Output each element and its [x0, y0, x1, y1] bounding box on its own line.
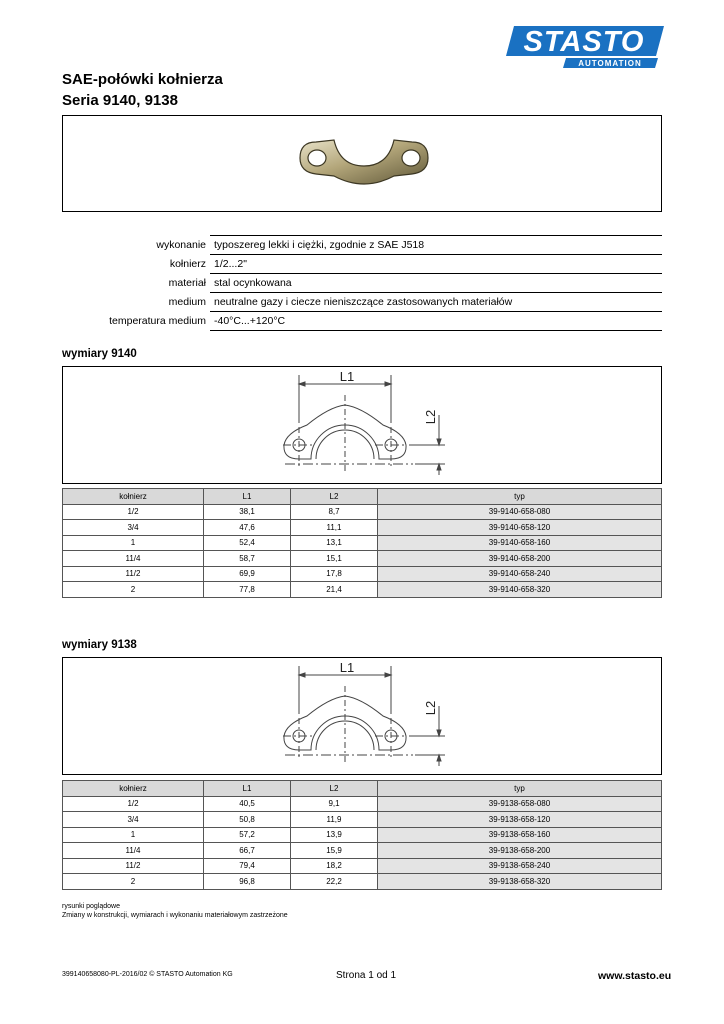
dimensions-table-9140: [62, 488, 662, 598]
cell-type: 39-9140-658-160: [378, 535, 662, 551]
property-key: kołnierz: [169, 258, 206, 270]
cell-l2: 11,1: [291, 520, 378, 536]
cell-l2: 9,1: [291, 796, 378, 812]
footer-docref: 399140658080-PL-2016/02 © STASTO Automation KG: [62, 971, 233, 978]
table-row: [63, 796, 662, 812]
cell-type: 39-9140-658-120: [378, 520, 662, 536]
cell-type: 39-9138-658-120: [378, 812, 662, 828]
cell-flange: 3/4: [63, 812, 204, 828]
cell-l2: 8,7: [291, 504, 378, 520]
column-header: L1: [204, 781, 291, 797]
table-row: [63, 874, 662, 890]
table-row: [63, 858, 662, 874]
page-title: SAE-połówki kołnierza: [62, 71, 223, 88]
cell-l2: 13,1: [291, 535, 378, 551]
cell-flange: 3/4: [63, 520, 204, 536]
column-header: kołnierz: [63, 781, 204, 797]
dimensions-table-9138: [62, 780, 662, 890]
property-key: temperatura medium: [109, 315, 206, 327]
cell-l1: 66,7: [204, 843, 291, 859]
cell-l2: 13,9: [291, 827, 378, 843]
column-header: kołnierz: [63, 489, 204, 505]
property-value: stal ocynkowana: [210, 274, 662, 293]
cell-l2: 22,2: [291, 874, 378, 890]
cell-type: 39-9140-658-200: [378, 551, 662, 567]
cell-l1: 77,8: [204, 582, 291, 598]
cell-flange: 1: [63, 535, 204, 551]
cell-type: 39-9140-658-240: [378, 566, 662, 582]
drawing-box-9138: [62, 657, 662, 775]
technical-drawing-9140: [63, 367, 661, 483]
cell-l1: 47,6: [204, 520, 291, 536]
stasto-logo: [506, 24, 664, 68]
footer-website-link[interactable]: www.stasto.eu: [598, 970, 672, 982]
cell-type: 39-9140-658-320: [378, 582, 662, 598]
page-subtitle: Seria 9140, 9138: [62, 92, 178, 109]
column-header: L2: [291, 781, 378, 797]
cell-flange: 1/2: [63, 796, 204, 812]
cell-l2: 15,1: [291, 551, 378, 567]
table-row: [63, 582, 662, 598]
note-illustrative: rysunki poglądowe: [62, 903, 120, 910]
footer-page: Strona 1 od 1: [336, 970, 397, 981]
dimension-label-l1: L1: [339, 660, 355, 675]
cell-l2: 11,9: [291, 812, 378, 828]
cell-flange: 2: [63, 582, 204, 598]
cell-l2: 18,2: [291, 858, 378, 874]
cell-l2: 15,9: [291, 843, 378, 859]
cell-flange: 11/2: [63, 566, 204, 582]
column-header: L1: [204, 489, 291, 505]
cell-flange: 1: [63, 827, 204, 843]
table-row: [63, 812, 662, 828]
cell-type: 39-9138-658-080: [378, 796, 662, 812]
table-row: [63, 843, 662, 859]
logo-wordmark: STASTO: [523, 26, 645, 58]
cell-l2: 21,4: [291, 582, 378, 598]
cell-type: 39-9138-658-320: [378, 874, 662, 890]
dimension-label-l1: L1: [339, 369, 355, 384]
technical-drawing-9138: [63, 658, 661, 774]
table-row: [63, 520, 662, 536]
cell-l1: 52,4: [204, 535, 291, 551]
cell-l1: 79,4: [204, 858, 291, 874]
property-value: neutralne gazy i ciecze nieniszczące zastosowanych materiałów: [210, 293, 662, 312]
table-header-row: [63, 781, 662, 797]
cell-l1: 50,8: [204, 812, 291, 828]
table-row: [63, 504, 662, 520]
cell-type: 39-9138-658-200: [378, 843, 662, 859]
property-row: [62, 312, 662, 331]
cell-type: 39-9138-658-160: [378, 827, 662, 843]
product-photo: [296, 134, 432, 194]
cell-type: 39-9138-658-240: [378, 858, 662, 874]
cell-flange: 11/2: [63, 858, 204, 874]
property-row: [62, 255, 662, 274]
cell-l2: 17,8: [291, 566, 378, 582]
cell-l1: 96,8: [204, 874, 291, 890]
column-header: typ: [378, 781, 662, 797]
property-value: typoszereg lekki i ciężki, zgodnie z SAE J518: [210, 236, 662, 255]
product-image-box: [62, 115, 662, 212]
note-changes: Zmiany w konstrukcji, wymiarach i wykonaniu materiałowym zastrzeżone: [62, 912, 288, 919]
dimension-label-l2: L2: [423, 700, 438, 716]
cell-type: 39-9140-658-080: [378, 504, 662, 520]
property-row: [62, 293, 662, 312]
cell-flange: 11/4: [63, 551, 204, 567]
cell-flange: 1/2: [63, 504, 204, 520]
section-heading-9138: wymiary 9138: [62, 639, 137, 651]
cell-l1: 38,1: [204, 504, 291, 520]
property-value: 1/2...2": [210, 255, 662, 274]
logo-sub: AUTOMATION: [578, 59, 642, 68]
table-row: [63, 551, 662, 567]
property-row: [62, 274, 662, 293]
dimension-label-l2: L2: [423, 409, 438, 425]
table-row: [63, 535, 662, 551]
property-row: [62, 236, 662, 255]
cell-flange: 11/4: [63, 843, 204, 859]
property-key: materiał: [168, 277, 206, 289]
column-header: typ: [378, 489, 662, 505]
cell-l1: 58,7: [204, 551, 291, 567]
section-heading-9140: wymiary 9140: [62, 348, 137, 360]
cell-l1: 69,9: [204, 566, 291, 582]
property-value: -40°C...+120°C: [210, 312, 662, 331]
cell-flange: 2: [63, 874, 204, 890]
table-row: [63, 827, 662, 843]
column-header: L2: [291, 489, 378, 505]
table-header-row: [63, 489, 662, 505]
cell-l1: 40,5: [204, 796, 291, 812]
table-row: [63, 566, 662, 582]
property-key: medium: [168, 296, 206, 308]
cell-l1: 57,2: [204, 827, 291, 843]
drawing-box-9140: [62, 366, 662, 484]
property-key: wykonanie: [156, 239, 206, 251]
properties-table: [62, 235, 662, 331]
